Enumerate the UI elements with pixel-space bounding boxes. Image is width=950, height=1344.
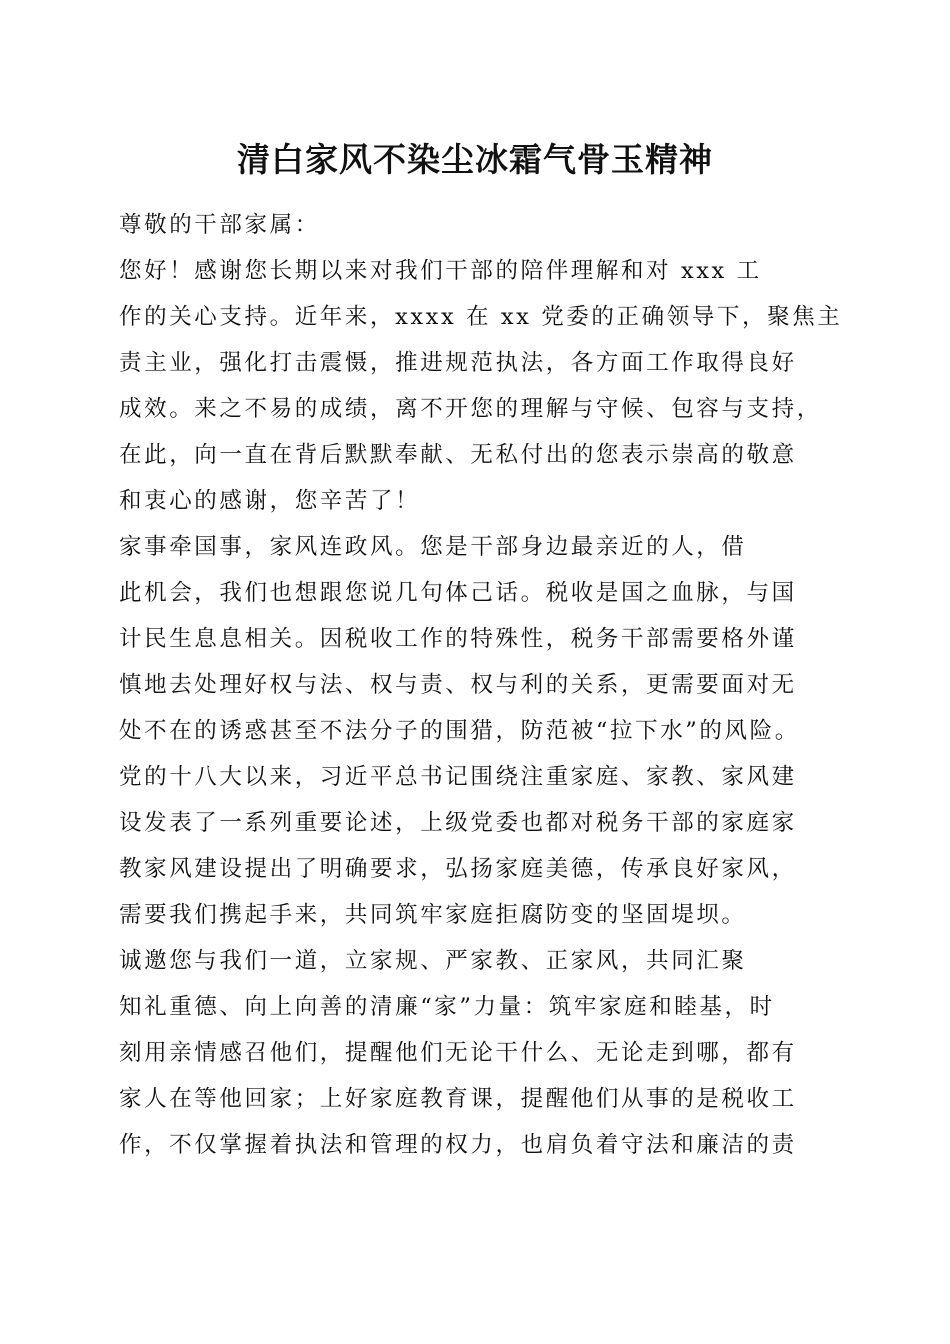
paragraph-line: 和衷心的感谢，您辛苦了！ [119,488,421,514]
paragraph-line: 诚邀您与我们一道，立家规、严家教、正家风，共同汇聚 [119,948,747,974]
paragraph-line: 家人在等他回家；上好家庭教育课，提醒他们从事的是税收工 [119,1086,797,1112]
salutation: 尊敬的干部家属： [119,212,320,238]
paragraph-line: 计民生息息相关。因税收工作的特殊性，税务干部需要格外谨 [119,626,797,652]
paragraph-line: 成效。来之不易的成绩，离不开您的理解与守候、包容与支持， [119,396,822,422]
paragraph-line: 需要我们携起手来，共同筑牢家庭拒腐防变的坚固堤坝。 [119,902,747,928]
paragraph-line: 刻用亲情感召他们，提醒他们无论干什么、无论走到哪，都有 [119,1040,797,1066]
paragraph-line: 在此，向一直在背后默默奉献、无私付出的您表示崇高的敬意 [119,442,797,468]
paragraph-line: 此机会，我们也想跟您说几句体己话。税收是国之血脉，与国 [119,580,797,606]
paragraph-line: 设发表了一系列重要论述，上级党委也都对税务干部的家庭家 [119,810,797,836]
paragraph-line: 党的十八大以来，习近平总书记围绕注重家庭、家教、家风建 [119,764,797,790]
paragraph-3 [119,938,831,1168]
paragraph-line: 教家风建设提出了明确要求，弘扬家庭美德，传承良好家风， [119,856,797,882]
paragraph-line: 作的关心支持。近年来，xxxx 在 xx 党委的正确领导下，聚焦主 [119,304,843,330]
document-title: 清白家风不染尘冰霜气骨玉精神 [237,140,713,179]
paragraph-line: 慎地去处理好权与法、权与责、权与利的关系，更需要面对无 [119,672,797,698]
paragraph-line: 您好！感谢您长期以来对我们干部的陪伴理解和对 xxx 工 [119,258,762,284]
paragraph-line: 责主业，强化打击震慑，推进规范执法，各方面工作取得良好 [119,350,797,376]
letter-body [119,202,843,1168]
paragraph-line: 处不在的诱惑甚至不法分子的围猎，防范被“拉下水”的风险。 [119,718,800,744]
paragraph-1 [119,248,843,524]
paragraph-line: 作，不仅掌握着执法和管理的权力，也肩负着守法和廉洁的责 [119,1132,797,1158]
paragraph-2 [119,524,831,938]
paragraph-line: 家事牵国事，家风连政风。您是干部身边最亲近的人，借 [119,534,747,560]
paragraph-line: 知礼重德、向上向善的清廉“家”力量：筑牢家庭和睦基，时 [119,994,775,1020]
